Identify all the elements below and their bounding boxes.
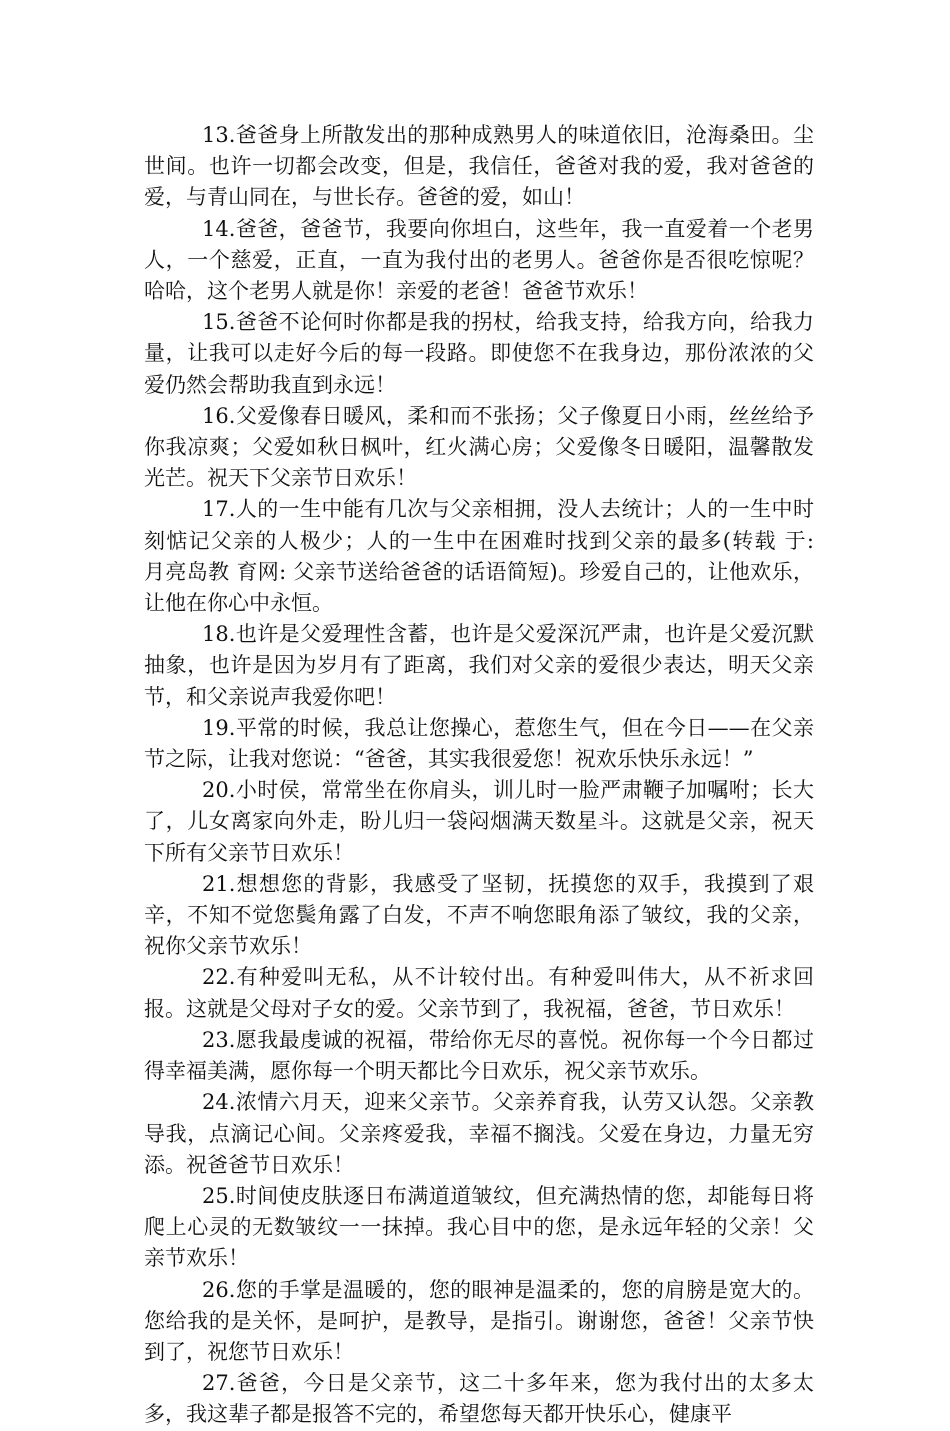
paragraph-18: 18.也许是父爱理性含蓄，也许是父爱深沉严肃，也许是父爱沉默抽象，也许是因为岁月有了距离，我们对父亲的爱很少表达，明天父亲节，和父亲说声我爱你吧！ bbox=[144, 622, 814, 709]
document-body bbox=[144, 120, 842, 1431]
paragraph-27: 27.爸爸，今日是父亲节，这二十多年来，您为我付出的太多太多，我这辈子都是报答不完的，希望您每天都开快乐心，健康平 bbox=[144, 1371, 814, 1427]
paragraph-16: 16.父爱像春日暖风，柔和而不张扬；父子像夏日小雨，丝丝给予你我凉爽；父爱如秋日枫叶，红火满心房；父爱像冬日暖阳，温馨散发光芒。祝天下父亲节日欢乐！ bbox=[144, 403, 814, 491]
paragraph-21: 21.想想您的背影，我感受了坚韧，抚摸您的双手，我摸到了艰辛，不知不觉您鬓角露了白发，不声不响您眼角添了皱纹，我的父亲，祝你父亲节欢乐！ bbox=[144, 871, 814, 959]
paragraph-13: 13.爸爸身上所散发出的那种成熟男人的味道依旧，沧海桑田。尘世间。也许一切都会改变，但是，我信任，爸爸对我的爱，我对爸爸的爱，与青山同在，与世长存。爸爸的爱，如山！ bbox=[144, 123, 814, 210]
paragraph-23: 23.愿我最虔诚的祝福，带给你无尽的喜悦。祝你每一个今日都过得幸福美满，愿你每一个明天都比今日欢乐，祝父亲节欢乐。 bbox=[144, 1027, 814, 1084]
paragraph-17: 17.人的一生中能有几次与父亲相拥，没人去统计；人的一生中时刻惦记父亲的人极少；人的一生中在困难时找到父亲的最多(转载 于: 月亮岛教 育网: 父亲节送给爸爸的话语简短)。珍爱自己的，让他欢乐，让他在你心中永恒。 bbox=[144, 497, 842, 616]
paragraph-20: 20.小时侯，常常坐在你肩头，训儿时一脸严肃鞭子加嘱咐；长大了，儿女离家向外走，盼儿归一袋闷烟满天数星斗。这就是父亲，祝天下所有父亲节日欢乐！ bbox=[144, 778, 814, 865]
paragraph-22: 22.有种爱叫无私，从不计较付出。有种爱叫伟大，从不祈求回报。这就是父母对子女的爱。父亲节到了，我祝福，爸爸，节日欢乐！ bbox=[144, 965, 814, 1021]
paragraph-26: 26.您的手掌是温暖的，您的眼神是温柔的，您的肩膀是宽大的。您给我的是关怀，是呵护，是教导，是指引。谢谢您，爸爸！父亲节快到了，祝您节日欢乐！ bbox=[144, 1277, 814, 1364]
paragraph-14: 14.爸爸，爸爸节，我要向你坦白，这些年，我一直爱着一个老男人，一个慈爱，正直，一直为我付出的老男人。爸爸你是否很吃惊呢？哈哈，这个老男人就是你！亲爱的老爸！爸爸节欢乐！ bbox=[144, 216, 814, 304]
paragraph-25: 25.时间使皮肤逐日布满道道皱纹，但充满热情的您，却能每日将爬上心灵的无数皱纹一一抹掉。我心目中的您，是永远年轻的父亲！父亲节欢乐！ bbox=[144, 1183, 814, 1271]
paragraph-19: 19.平常的时候，我总让您操心，惹您生气，但在今日——在父亲节之际，让我对您说：“爸爸，其实我很爱您！祝欢乐快乐永远！” bbox=[144, 715, 814, 772]
paragraph-15: 15.爸爸不论何时你都是我的拐杖，给我支持，给我方向，给我力量，让我可以走好今后的每一段路。即使您不在我身边，那份浓浓的父爱仍然会帮助我直到永远！ bbox=[144, 310, 814, 397]
paragraph-24: 24.浓情六月天，迎来父亲节。父亲养育我，认劳又认怨。父亲教导我，点滴记心间。父亲疼爱我，幸福不搁浅。父爱在身边，力量无穷添。祝爸爸节日欢乐！ bbox=[144, 1090, 814, 1177]
